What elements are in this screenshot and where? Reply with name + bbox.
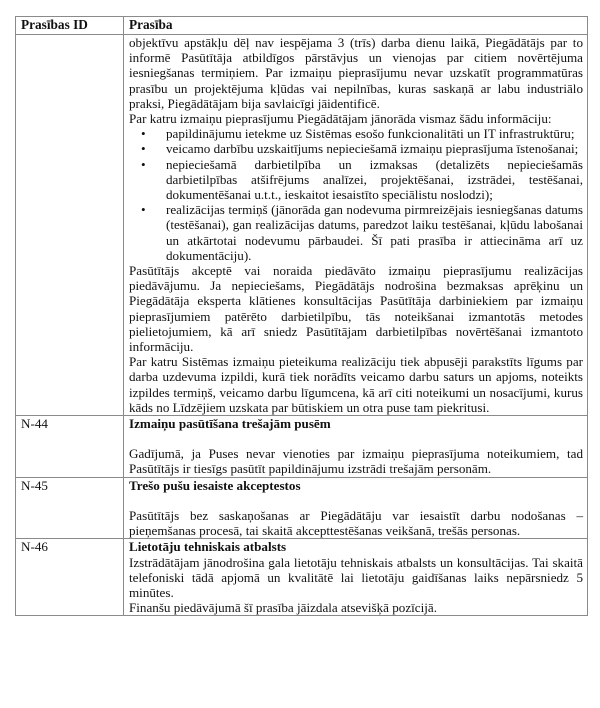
- table-row: [16, 539, 588, 616]
- requirement-title: Trešo pušu iesaiste akceptestos: [129, 477, 301, 493]
- requirement-cell: [124, 35, 588, 416]
- requirement-body: Pasūtītājs bez saskaņošanas ar Piegādātāju var iesaistīt darbu nodošanas – pieņemšanas procesā, tai skaitā akcepttestēšanas veikšanā, trešās personas.: [129, 507, 583, 539]
- bullet-item: • veicamo darbību uzskaitījums nepieciešamā izmaiņu pieprasījuma īstenošanai;: [166, 141, 583, 156]
- bullet-item: • nepieciešamā darbietilpība un izmaksas (detalizēts nepieciešamās darbietilpības atšifrējums analīzei, projektēšanai, izstrādei, testēšanai, dokumentēšanai u.t.t., ieskaitot iesaistīto speciālistu noslodzi);: [166, 157, 583, 203]
- table-header-row: [16, 17, 588, 35]
- requirements-table: [15, 16, 588, 616]
- header-requirement: Prasība: [124, 17, 588, 35]
- bullet-item: • realizācijas termiņš (jānorāda gan nodevuma pirmreizējais iesniegšanas datums (testēšanai), gan realizācijas datums, paredzot laiku testēšanai, kļūdu labošanai un atkārtotai nodevumu pārbaudei. Šī pati prasība ir attiecināma arī uz dokumentāciju).: [166, 202, 583, 263]
- requirement-cell: [124, 539, 588, 616]
- bullet-item: • papildinājumu ietekme uz Sistēmas esošo funkcionalitāti un IT infrastruktūru;: [166, 126, 583, 141]
- requirement-cell: [124, 416, 588, 478]
- requirement-body: Izstrādātājam jānodrošina gala lietotāju tehniskais atbalsts un konsultācijas. Tai skaitā telefoniski tādā apjomā un kvalitātē lai lietotāju gaidīšanas laiks nepārsniedz 5 minūtes.: [129, 554, 583, 600]
- header-requirement-id: Prasības ID: [16, 17, 124, 35]
- requirement-id-cell: N-44: [16, 416, 124, 478]
- requirement-bullet-list: [129, 126, 583, 263]
- requirement-body: Gadījumā, ja Puses nevar vienoties par izmaiņu pieprasījuma noteikumiem, tad Pasūtītājs ir tiesīgs pasūtīt papildinājumu izstrādi trešajām personām.: [129, 446, 583, 477]
- requirement-title: Lietotāju tehniskais atbalsts: [129, 539, 287, 555]
- requirement-id-cell: N-45: [16, 477, 124, 539]
- requirement-title: Izmaiņu pasūtīšana trešajām pusēm: [129, 416, 331, 432]
- requirement-paragraph: Par katru Sistēmas izmaiņu pieteikuma realizāciju tiek abpusēji parakstīts līgums par darba uzdevuma izpildi, kurā tiek norādīts veicamo darbu saturs un apjoms, noteikts izpildes termiņš, veicamo darbu līgumcena, kā arī citi noteikumi un nosacījumi, kurus kāds no Līdzējiem uzskata par būtiskiem un otra puse tam piekritusi.: [129, 354, 583, 415]
- table-row: [16, 416, 588, 478]
- requirement-paragraph: Pasūtītājs akceptē vai noraida piedāvāto izmaiņu pieprasījumu realizācijas piedāvājumu. Ja nepieciešams, Piegādātājs nodrošina bezmaksas aprēķinu un Piegādātāja eksperta klātienes konsultācijas Pasūtītāja darbiniekiem par izmaiņu pieprasījumiem patērēto darbietilpību, tās noteikšanai izmantotās metodes pielietojumiem, kā arī sniedz Pasūtītājam darbietilpības novērtēšanai izmantoto informāciju.: [129, 263, 583, 355]
- table-row: [16, 477, 588, 539]
- requirement-cell: [124, 477, 588, 539]
- table-row: [16, 35, 588, 416]
- requirement-paragraph: Par katru izmaiņu pieprasījumu Piegādātājam jānorāda vismaz šādu informāciju:: [129, 111, 552, 127]
- requirement-id-cell: N-46: [16, 539, 124, 616]
- requirement-body: Finanšu piedāvājumā šī prasība jāizdala atsevišķā pozīcijā.: [129, 600, 437, 616]
- requirement-id-cell: [16, 35, 124, 416]
- requirement-paragraph: objektīvu apstākļu dēļ nav iespējama 3 (trīs) darba dienu laikā, Piegādātājs par to informē Pasūtītāja atbildīgos pārstāvjus un vienojas par citiem novērtējuma iesniegšanas termiņiem. Par izmaiņu pieprasījumu nevar uzskatīt programmatūras prasību un projektējuma kļūdas vai nepilnības, kuras saskaņā ar labu industriālo praksi, Piegādātājam bija savlaicīgi jāidentificē.: [129, 35, 583, 111]
